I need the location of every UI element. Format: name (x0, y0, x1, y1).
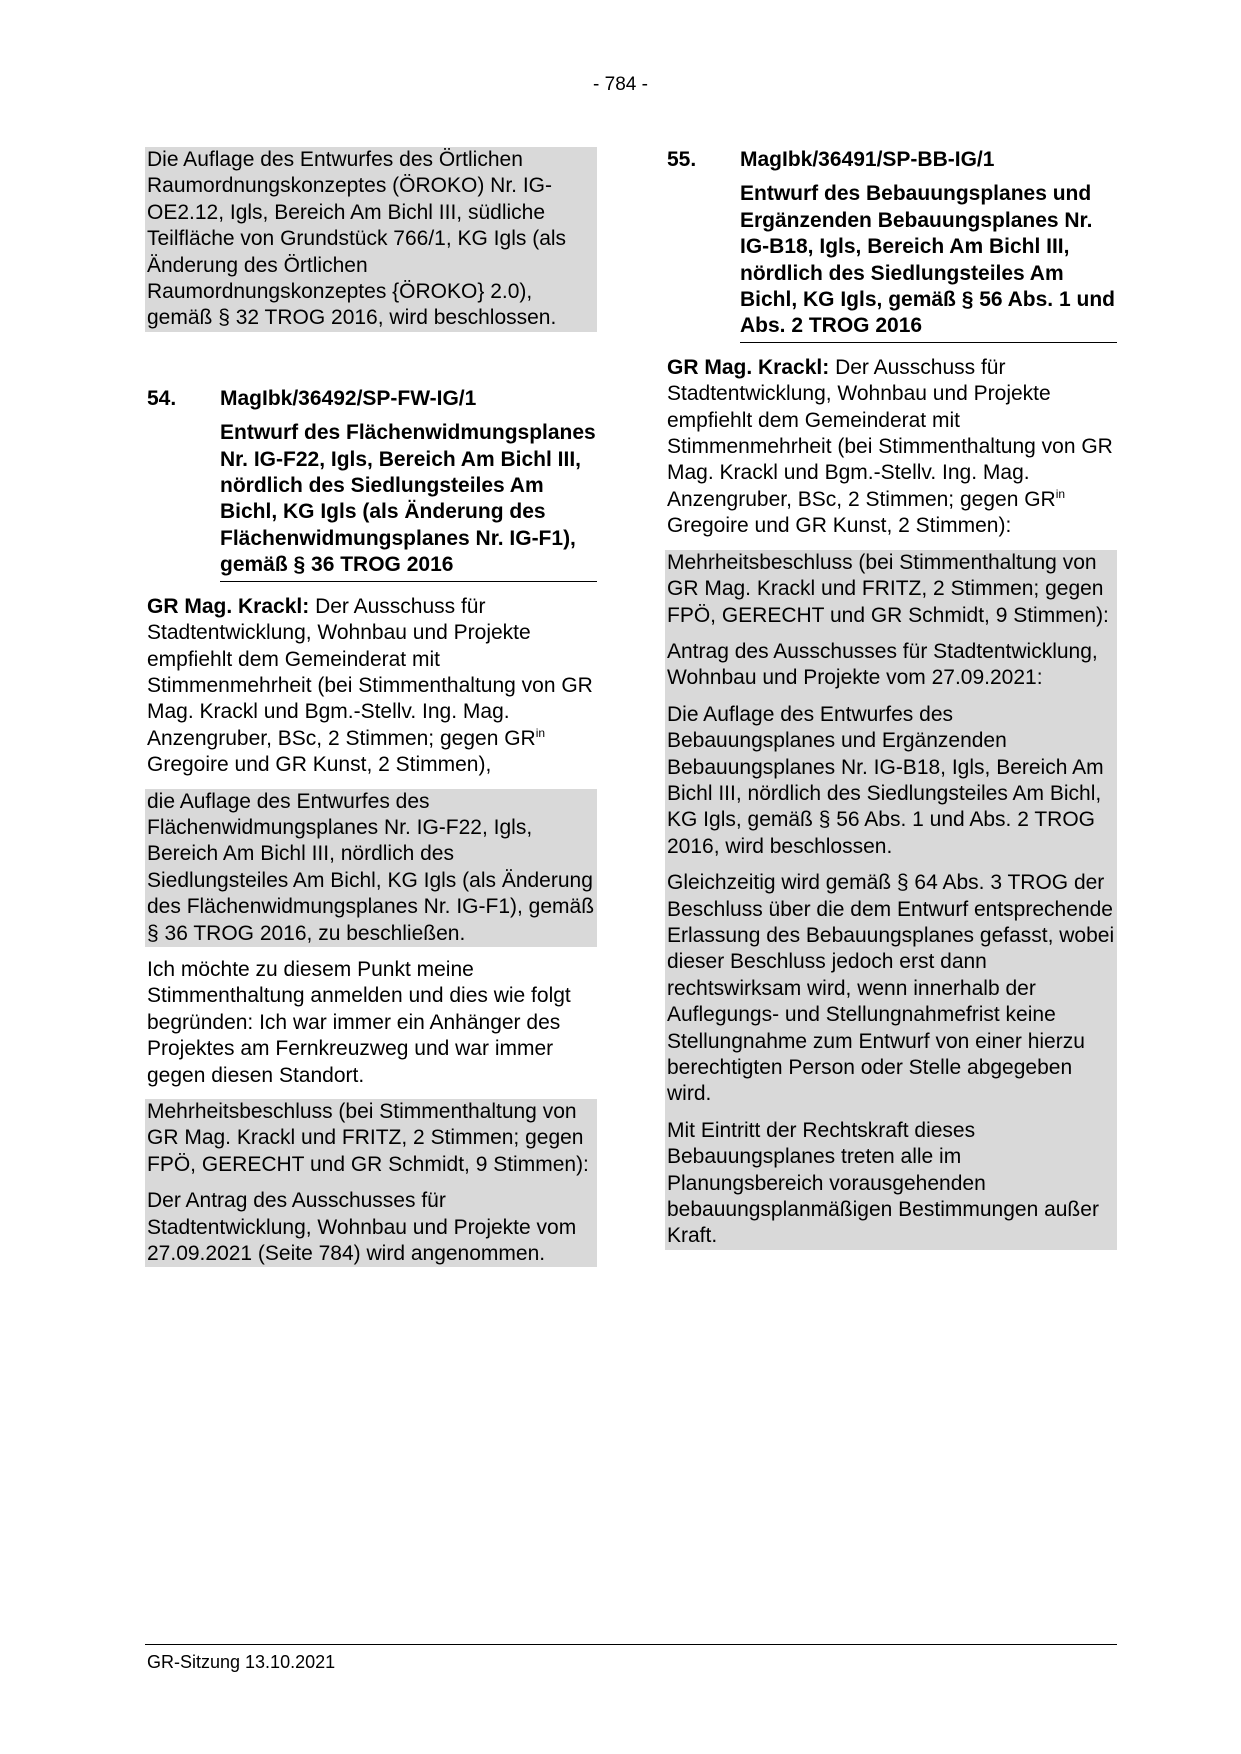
footer-divider (145, 1644, 1117, 1645)
adoption-result: Der Antrag des Ausschusses für Stadtentwicklung, Wohnbau und Projekte vom 27.09.2021 (Seite 784) wird angenommen. (147, 1189, 577, 1266)
result-block (145, 1099, 597, 1267)
speech-paragraph (145, 594, 597, 779)
speaker-name: GR Mag. Krackl: (147, 594, 310, 618)
speech-superscript: in (535, 725, 546, 740)
agenda-item-code: MagIbk/36492/SP-FW-IG/1 (220, 386, 477, 410)
speech-text: Der Ausschuss für Stadtentwicklung, Wohnbau und Projekte empfiehlt dem Gemeinderat mit Stimmenmehrheit (bei Stimmenthaltung von GR Mag. Krackl und Bgm.-Stellv. Ing. Mag. Anzengruber, BSc, 2 Stimmen; gegen GR (667, 355, 1113, 511)
agenda-item-title: Entwurf des Flächenwidmungsplanes Nr. IG-F22, Igls, Bereich Am Bichl III, nördlich des Siedlungsteiles Am Bichl, KG Igls (als Änderung des Flächenwidmungsplanes Nr. IG-F1), gemäß § 36 TROG 2016 (220, 420, 597, 581)
left-column (145, 147, 597, 1267)
speech-text: Der Ausschuss für Stadtentwicklung, Wohnbau und Projekte empfiehlt dem Gemeinderat mit Stimmenmehrheit (bei Stimmenthaltung von GR Mag. Krackl und Bgm.-Stellv. Ing. Mag. Anzengruber, BSc, 2 Stimmen; gegen GR (147, 594, 593, 750)
motion-block: die Auflage des Entwurfes des Flächenwidmungsplanes Nr. IG-F22, Igls, Bereich Am Bichl III, nördlich des Siedlungsteiles Am Bichl, KG Igls (als Änderung des Flächenwidmungsplanes Nr. IG-F1), gemäß § 36 TROG 2016, zu beschließen. (145, 789, 597, 947)
speaker-name: GR Mag. Krackl: (667, 355, 830, 379)
agenda-item-heading (145, 386, 597, 412)
legal-effect-text: Mit Eintritt der Rechtskraft dieses Bebauungsplanes treten alle im Planungsbereich vorausgehenden bebauungsplanmäßigen Bestimmungen außer Kraft. (667, 1118, 1099, 1248)
motion-header: Antrag des Ausschusses für Stadtentwicklung, Wohnbau und Projekte vom 27.09.2021: (667, 639, 1098, 690)
majority-result: Mehrheitsbeschluss (bei Stimmenthaltung von GR Mag. Krackl und FRITZ, 2 Stimmen; gegen FPÖ, GERECHT und GR Schmidt, 9 Stimmen): (667, 550, 1109, 627)
motion-text: Die Auflage des Entwurfes des Bebauungsplanes und Ergänzenden Bebauungsplanes Nr. IG-B18, Igls, Bereich Am Bichl III, nördlich des Siedlungsteiles Am Bichl, KG Igls, gemäß § 56 Abs. 1 und Abs. 2 TROG 2016, wird beschlossen. (667, 702, 1104, 858)
simultaneous-resolution: Gleichzeitig wird gemäß § 64 Abs. 3 TROG der Beschluss über die dem Entwurf entsprechende Erlassung des Bebauungsplanes gefasst, wobei dieser Beschluss jedoch erst dann rechtswirksam wird, wenn innerhalb der Auflegungs- und Stellungnahmefrist keine Stellungnahme zum Entwurf von einer hierzu berechtigten Person oder Stelle abgegeben wird. (667, 871, 1115, 1106)
right-column (665, 147, 1117, 1250)
speech-superscript: in (1055, 486, 1066, 501)
agenda-item-code: MagIbk/36491/SP-BB-IG/1 (740, 148, 995, 171)
speech-text-end: Gregoire und GR Kunst, 2 Stimmen): (667, 514, 1012, 538)
page-number: - 784 - (593, 74, 648, 95)
spacer (145, 342, 597, 386)
speech-paragraph (665, 355, 1117, 540)
agenda-item-number: 55. (667, 148, 697, 171)
majority-result: Mehrheitsbeschluss (bei Stimmenthaltung von GR Mag. Krackl und FRITZ, 2 Stimmen; gegen FPÖ, GERECHT und GR Schmidt, 9 Stimmen): (147, 1100, 589, 1176)
agenda-item-heading (665, 147, 1117, 173)
statement-paragraph: Ich möchte zu diesem Punkt meine Stimmenthaltung anmelden und dies wie folgt begründen: Ich war immer ein Anhänger des Projektes am Fernkreuzweg und war immer gegen diesen Standort. (147, 957, 571, 1087)
footer-session-label: GR-Sitzung 13.10.2021 (147, 1652, 336, 1672)
agenda-item-title: Entwurf des Bebauungsplanes und Ergänzenden Bebauungsplanes Nr. IG-B18, Igls, Bereich Am Bichl III, nördlich des Siedlungsteiles Am Bichl, KG Igls, gemäß § 56 Abs. 1 und Abs. 2 TROG 2016 (740, 181, 1117, 342)
intro-resolution-block: Die Auflage des Entwurfes des Örtlichen Raumordnungskonzeptes (ÖROKO) Nr. IG-OE2.12, Igls, Bereich Am Bichl III, südliche Teilfläche von Grundstück 766/1, KG Igls (als Änderung des Örtlichen Raumordnungskonzeptes {ÖROKO} 2.0), gemäß § 32 TROG 2016, wird beschlossen. (145, 147, 597, 332)
result-block (665, 550, 1117, 1250)
speech-text-end: Gregoire und GR Kunst, 2 Stimmen), (147, 753, 492, 777)
agenda-item-number: 54. (147, 386, 177, 410)
